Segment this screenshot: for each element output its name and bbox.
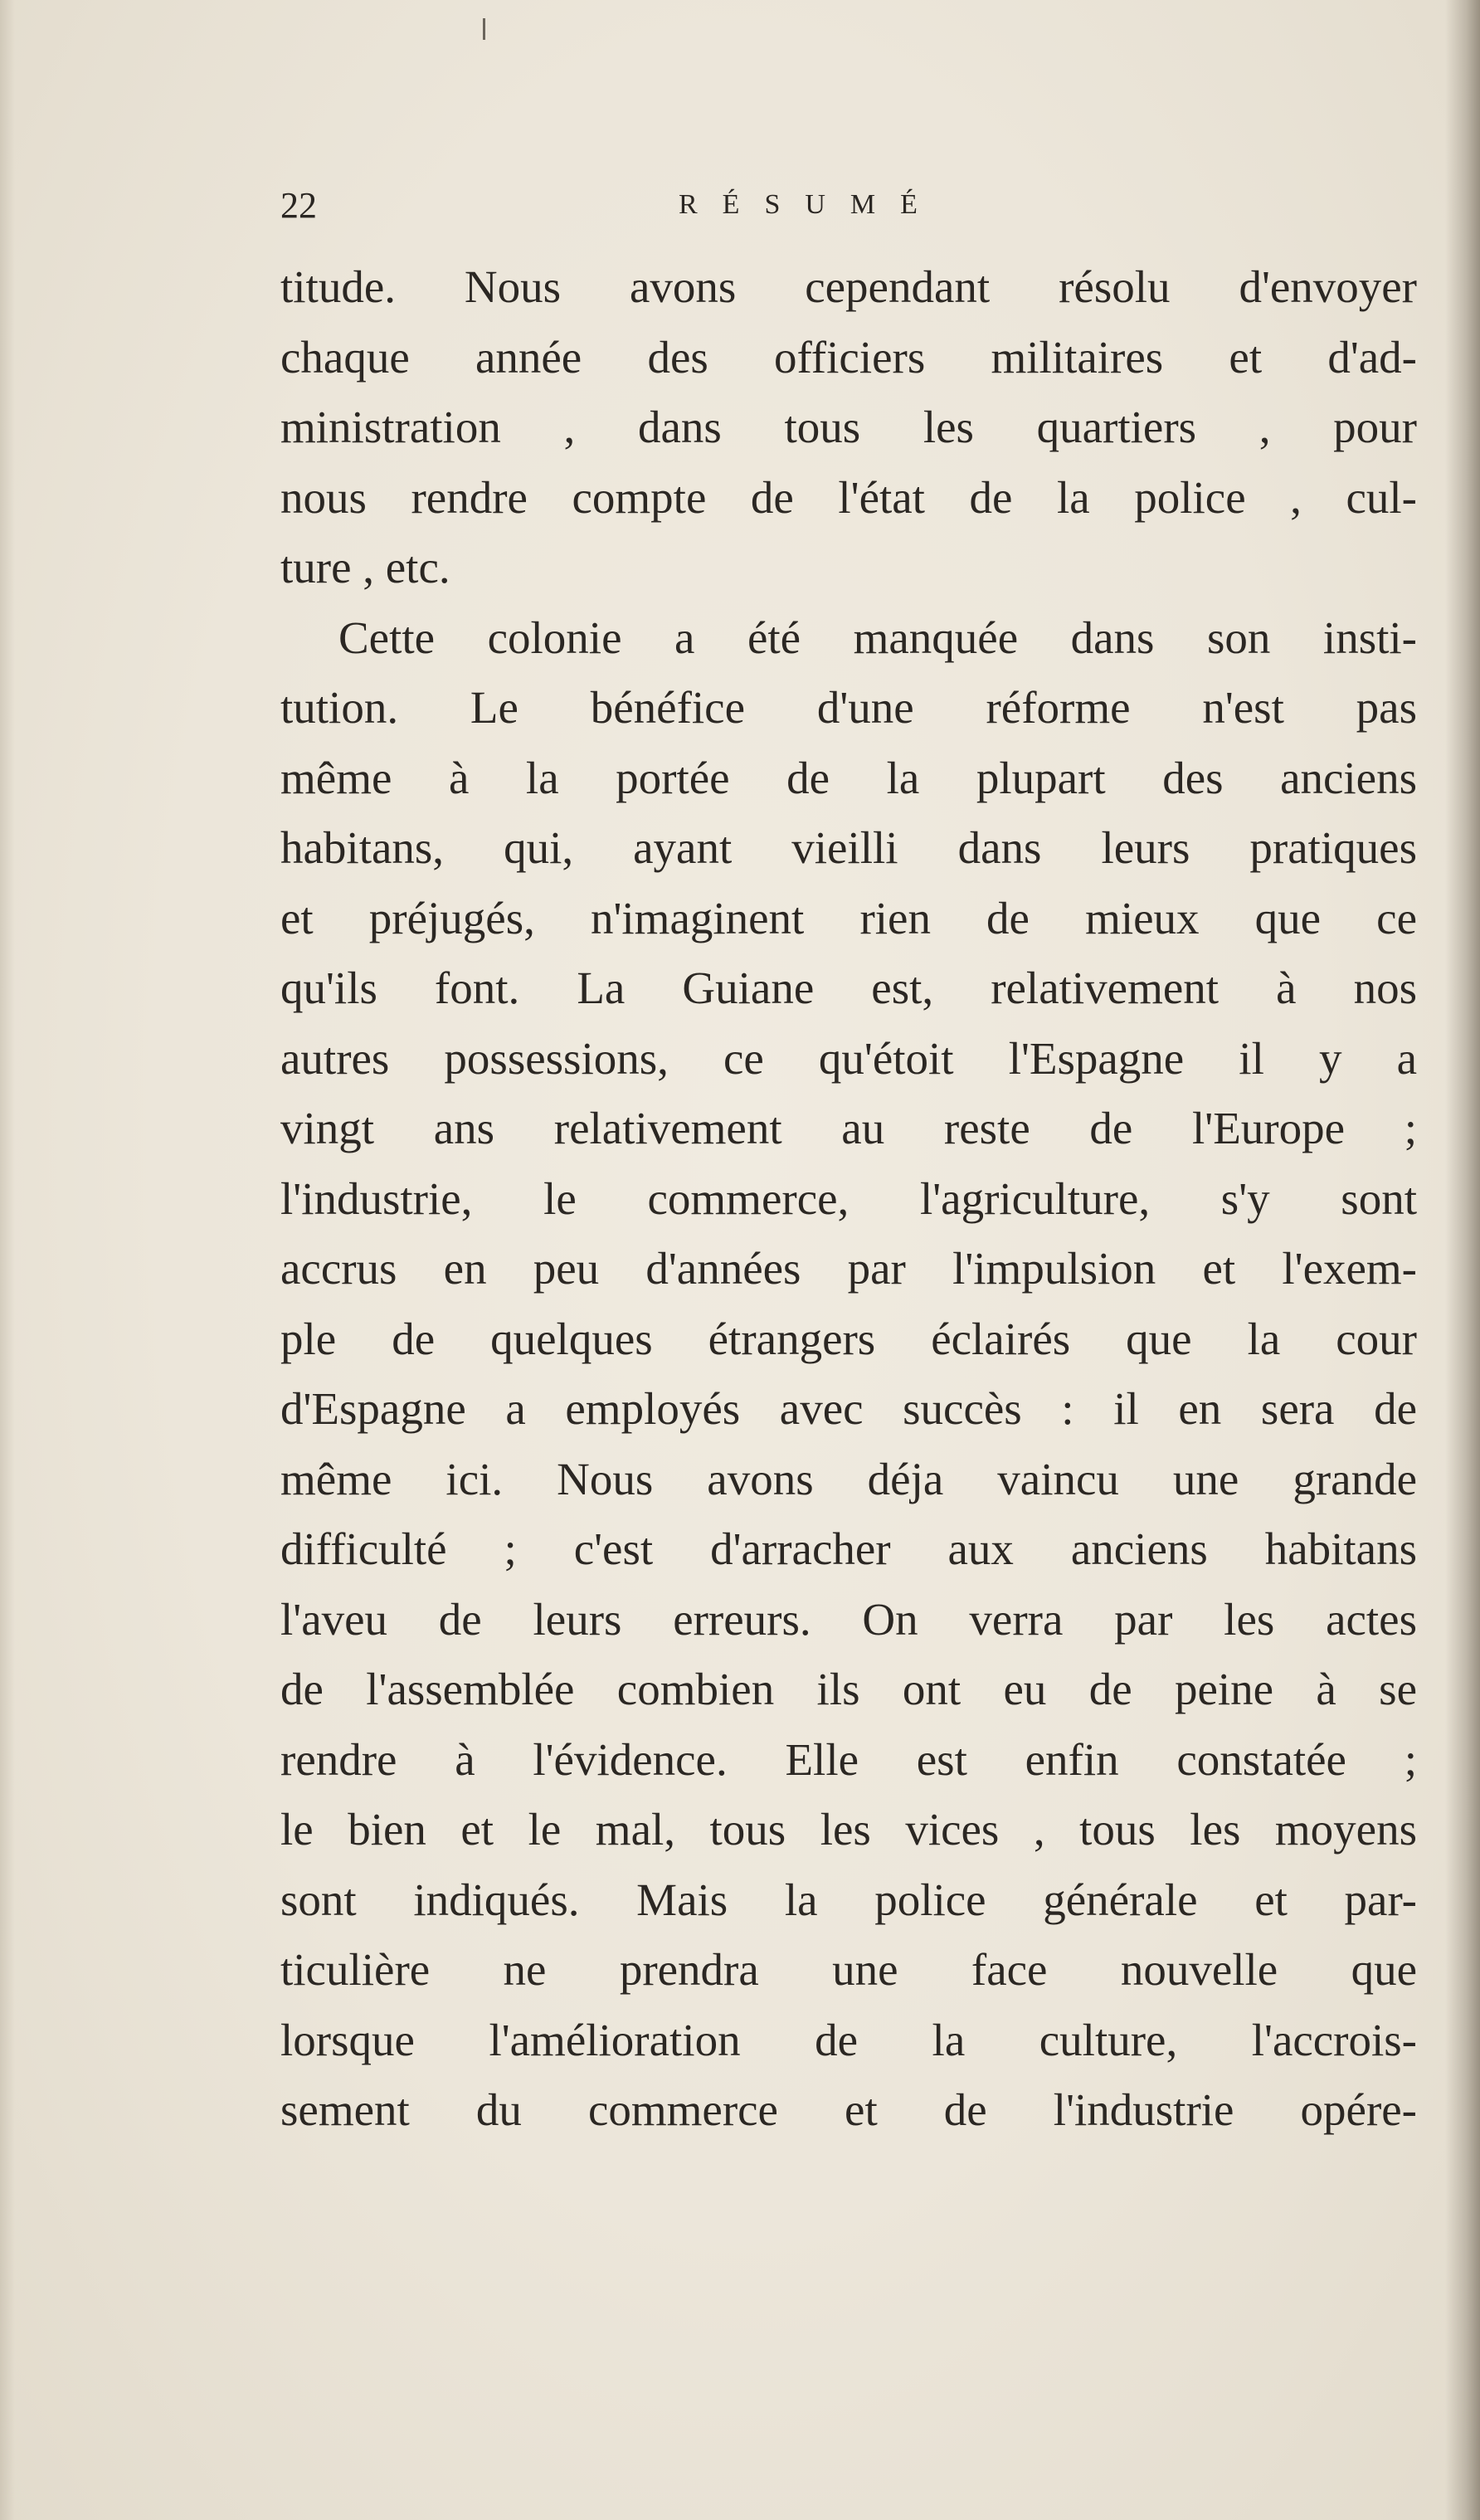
text-line: vingt ans relativement au reste de l'Europe ; <box>280 1103 1417 1153</box>
text-line: titude. Nous avons cependant résolu d'envoyer <box>280 261 1417 312</box>
running-head: RÉSUMÉ <box>679 189 942 220</box>
text-line: d'Espagne a employés avec succès : il en sera de <box>280 1383 1417 1434</box>
text-line: le bien et le mal, tous les vices , tous les moyens <box>280 1804 1417 1855</box>
page-left-edge <box>0 0 15 2520</box>
text-line: ticulière ne prendra une face nouvelle que <box>280 1944 1417 1995</box>
page-number: 22 <box>280 185 317 226</box>
text-line: Cette colonie a été manquée dans son insti- <box>338 612 1417 663</box>
text-line: accrus en peu d'années par l'impulsion et l'exem- <box>280 1243 1417 1294</box>
text-line: l'aveu de leurs erreurs. On verra par les actes <box>280 1593 1417 1645</box>
text-line: chaque année des officiers militaires et d'ad- <box>280 331 1417 383</box>
text-line: tution. Le bénéfice d'une réforme n'est pas <box>280 682 1417 733</box>
page-header <box>280 184 1425 234</box>
text-line: même à la portée de la plupart des anciens <box>280 752 1417 803</box>
text-line: rendre à l'évidence. Elle est enfin constatée ; <box>280 1733 1417 1785</box>
text-line: qu'ils font. La Guiane est, relativement à nos <box>280 963 1417 1013</box>
text-line: autres possessions, ce qu'étoit l'Espagne il y a <box>280 1032 1417 1084</box>
text-line: difficulté ; c'est d'arracher aux anciens habitans <box>280 1523 1417 1574</box>
text-line: l'industrie, le commerce, l'agriculture, s'y sont <box>280 1172 1417 1224</box>
page-gutter-shadow <box>1445 0 1480 2520</box>
text-line: habitans, qui, ayant vieilli dans leurs pratiques <box>280 822 1417 873</box>
text-line: ministration , dans tous les quartiers , pour <box>280 402 1417 452</box>
body-text <box>280 252 1417 2146</box>
text-line: sont indiqués. Mais la police générale et par- <box>280 1874 1417 1925</box>
text-line: sement du commerce et de l'industrie opére- <box>280 2084 1417 2135</box>
text-line: de l'assemblée combien ils ont eu de peine à se <box>280 1664 1417 1714</box>
text-line: même ici. Nous avons déja vaincu une grande <box>280 1453 1417 1504</box>
text-line: lorsque l'amélioration de la culture, l'accrois- <box>280 2014 1417 2065</box>
stray-ink-mark <box>483 18 485 40</box>
text-line: et préjugés, n'imaginent rien de mieux que ce <box>280 892 1417 943</box>
text-line: ture , etc. <box>280 542 450 592</box>
text-line: nous rendre compte de l'état de la police , cul- <box>280 471 1417 523</box>
text-line: ple de quelques étrangers éclairés que la cour <box>280 1313 1417 1364</box>
